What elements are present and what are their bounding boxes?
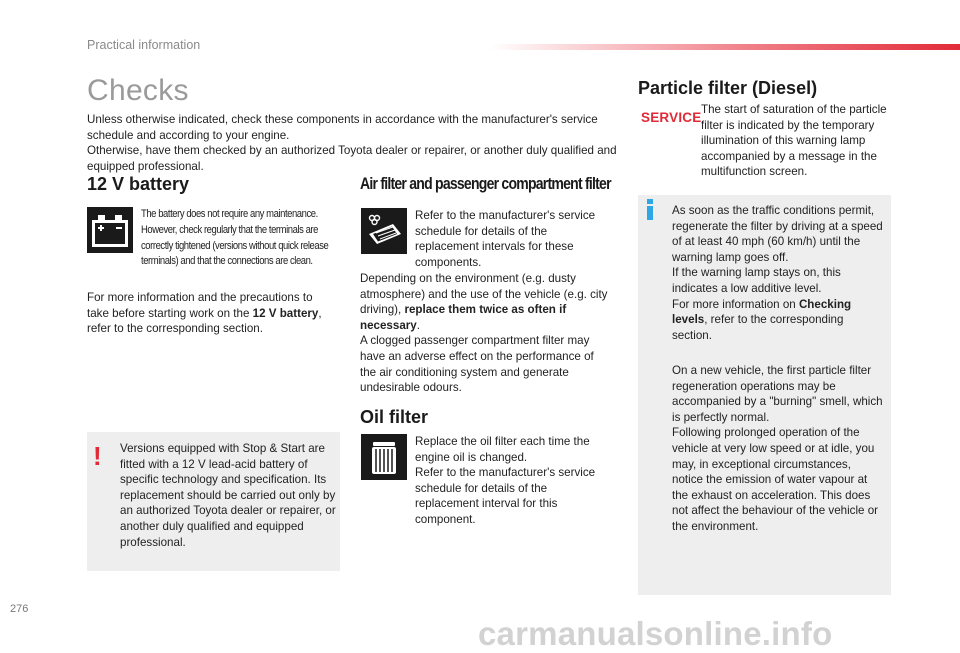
- battery-icon: [87, 207, 133, 253]
- page-number: 276: [10, 603, 29, 615]
- battery-heading: 12 V battery: [87, 174, 190, 194]
- warning-icon: !: [93, 441, 102, 471]
- info-para-3-bold: Checking levels: [672, 297, 852, 327]
- info-para-3: [672, 297, 884, 344]
- oil-filter-icon: [361, 434, 407, 480]
- battery-more-bold: 12 V battery: [252, 306, 319, 320]
- air-filter-details: [360, 271, 610, 396]
- air-filter-clogged-text: A clogged passenger compartment filter may have an adverse effect on the performance of the air conditioning system and generate undesirable odours.: [360, 334, 594, 395]
- air-filter-env-pre: Depending on the environment (e.g. dusty atmosphere) and the use of the vehicle (e.g. city driving),: [360, 272, 608, 317]
- service-warning-lamp-icon: SERVICE: [641, 110, 702, 125]
- oil-filter-line-2: Refer to the manufacturer's service schedule for details of the replacement interval for this component.: [415, 466, 596, 526]
- intro-text: [87, 112, 619, 174]
- air-filter-env-post: .: [416, 318, 420, 332]
- warning-text: Versions equipped with Stop & Start are fitted with a 12 V lead-acid battery of specific technology and specification. Its replacement should be carried out only by an authorized Toyota dealer or repairer, or another duly qualified and equipped professional.: [120, 442, 336, 549]
- info-para-3-post: , refer to the corresponding section.: [672, 313, 844, 342]
- oil-filter-text: [415, 434, 605, 528]
- particle-filter-start-text: The start of saturation of the particle filter is indicated by the temporary illumination of this warning lamp accompanied by a message in the multifunction screen.: [701, 103, 887, 179]
- air-filter-env-text: [360, 271, 610, 333]
- air-filter-heading: Air filter and passenger compartment filter: [360, 175, 611, 193]
- info-para-5: Following prolonged operation of the vehicle at very low speed or at idle, you may, in exceptional circumstances, notice the emission of water vapour at the exhaust on acceleration. This does not affect the behaviour of the vehicle or the environment.: [672, 426, 879, 533]
- section-label: Practical information: [87, 38, 201, 52]
- air-filter-env-bold: replace them twice as often if necessary: [360, 303, 567, 332]
- battery-more-pre: For more information and the precautions to take before starting work on the: [87, 291, 313, 320]
- oil-filter-heading: Oil filter: [360, 407, 429, 427]
- air-filter-icon: [361, 208, 407, 254]
- info-para-1: As soon as the traffic conditions permit, regenerate the filter by driving at a speed of at least 40 mph (60 km/h) until the warning lamp goes off.: [672, 204, 883, 264]
- particle-filter-heading: Particle filter (Diesel): [638, 78, 818, 98]
- battery-more-post: , refer to the corresponding section.: [87, 306, 322, 336]
- battery-condition-text: The battery does not require any maintenance. However, check regularly that the terminals are correctly tightened (versions without quick release terminals) and that the connections are clean.: [141, 208, 329, 268]
- watermark: carmanualsonline.info: [478, 615, 833, 652]
- header-rule: [490, 44, 960, 50]
- info-para-4: On a new vehicle, the first particle filter regeneration operations may be accompanied by a "burning" smell, which is perfectly normal.: [672, 364, 883, 424]
- info-para-3-pre: For more information on: [672, 297, 799, 311]
- info-text-new-vehicle: [672, 363, 884, 535]
- info-para-2: If the warning lamp stays on, this indicates a low additive level.: [672, 266, 841, 295]
- info-text-regeneration: [672, 203, 884, 343]
- air-filter-schedule-text: Refer to the manufacturer's service schedule for details of the replacement intervals for these components.: [415, 209, 596, 269]
- intro-para-1: Unless otherwise indicated, check these components in accordance with the manufacturer's service schedule and according to your engine.: [87, 113, 598, 142]
- oil-filter-line-1: Replace the oil filter each time the engine oil is changed.: [415, 435, 590, 464]
- intro-para-2: Otherwise, have them checked by an authorized Toyota dealer or repairer, or another duly qualified and equipped professional.: [87, 144, 617, 173]
- page-title: Checks: [87, 74, 189, 107]
- battery-more-info: [87, 290, 337, 337]
- info-icon: [645, 198, 655, 222]
